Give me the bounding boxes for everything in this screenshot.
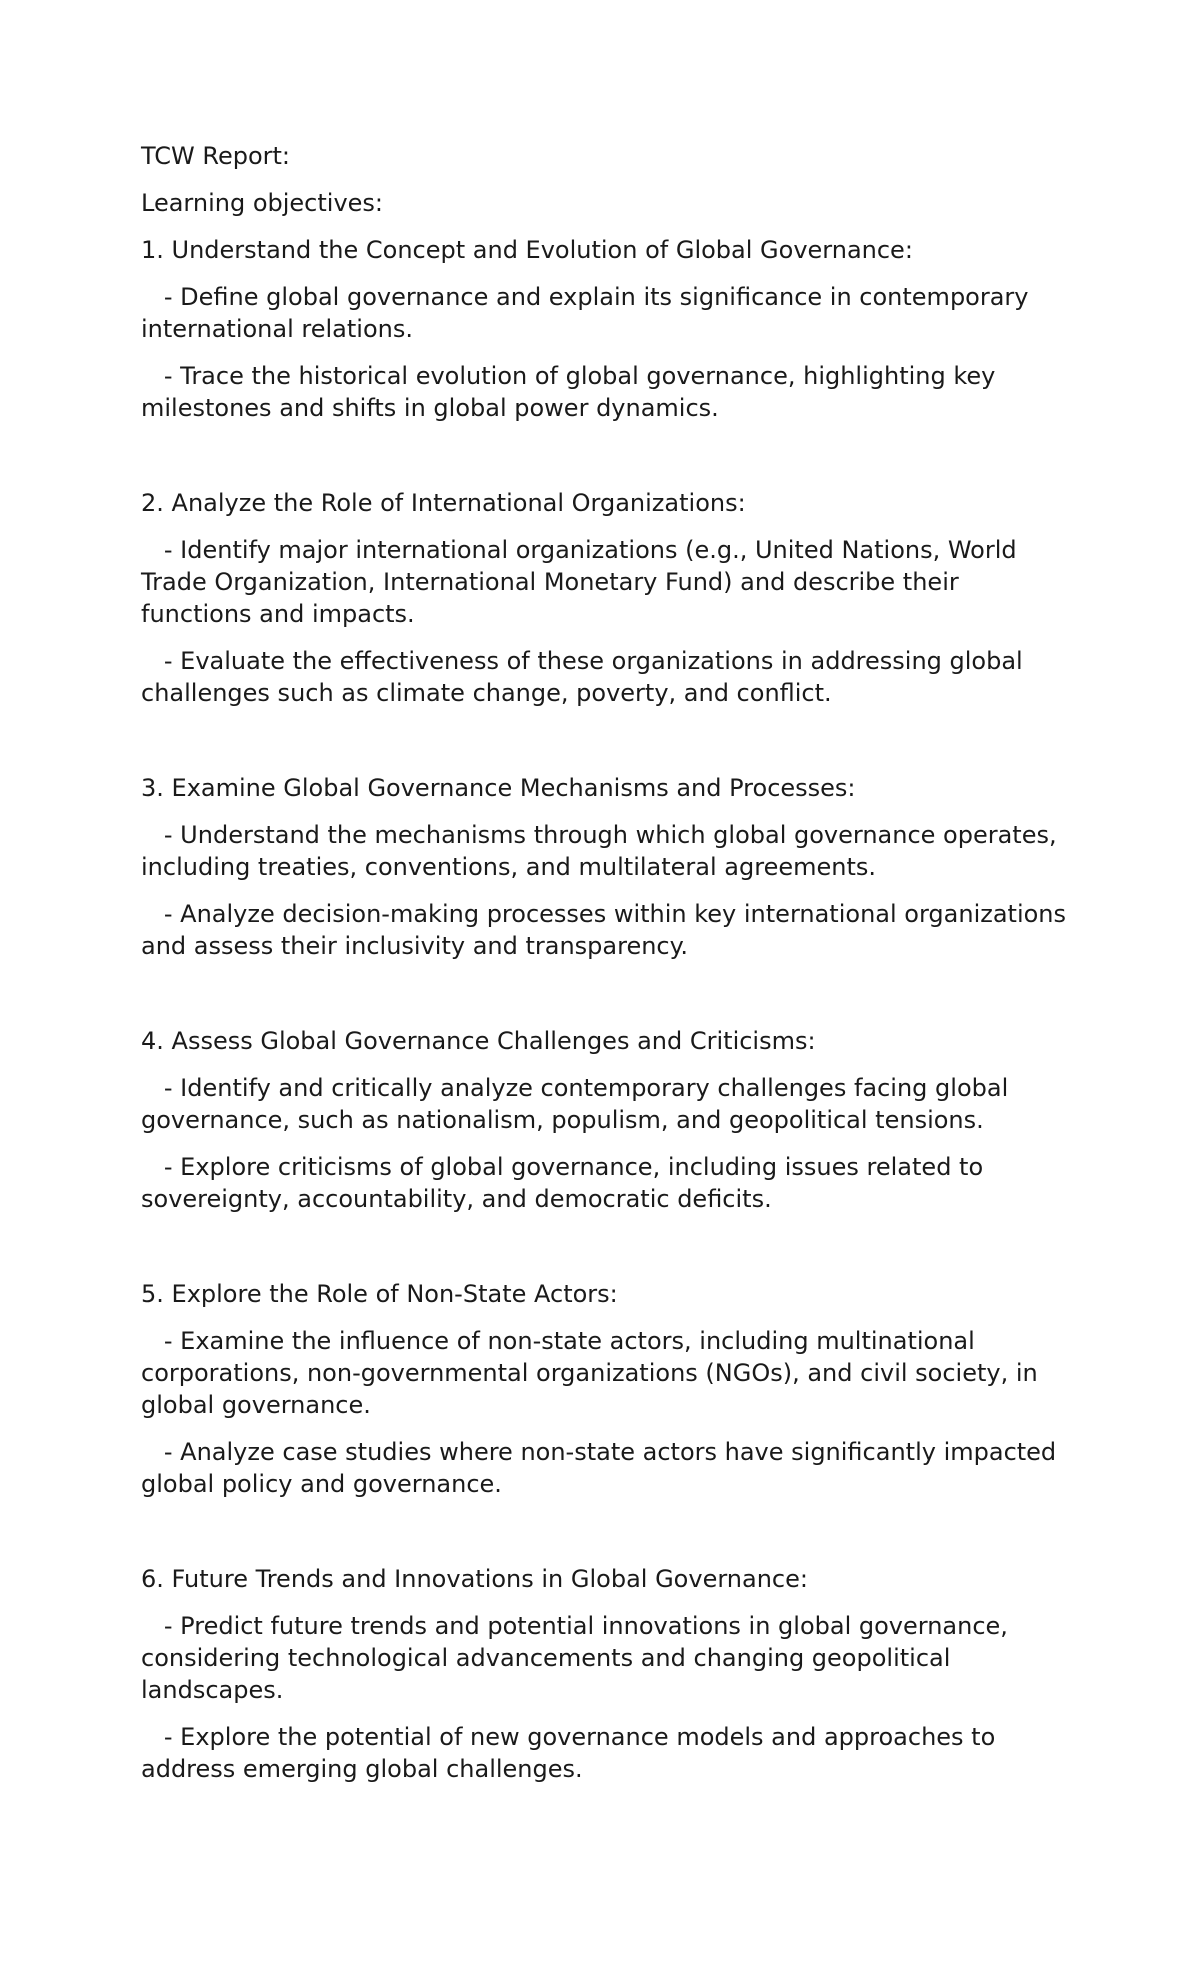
- section-heading: 2. Analyze the Role of International Organizations:: [141, 489, 746, 517]
- section-1: [141, 234, 1076, 424]
- section-bullet-text: - Explore criticisms of global governance, including issues related to sovereignty, accountability, and democratic deficits.: [141, 1153, 984, 1213]
- section-bullet: [141, 1610, 1076, 1706]
- section-bullet: [141, 281, 1076, 345]
- section-bullet: [141, 1325, 1076, 1421]
- section-heading: 4. Assess Global Governance Challenges and Criticisms:: [141, 1027, 816, 1055]
- section-bullet-text: - Understand the mechanisms through which global governance operates, including treaties, conventions, and multilateral agreements.: [141, 821, 1057, 881]
- section-bullet-text: - Examine the influence of non-state actors, including multinational corporations, non-governmental organizations (NGOs), and civil society, in global governance.: [141, 1327, 1038, 1419]
- section-bullet: [141, 645, 1076, 709]
- section-bullet-text: - Identify and critically analyze contemporary challenges facing global governance, such as nationalism, populism, and geopolitical tensions.: [141, 1074, 1009, 1134]
- document-title: TCW Report:: [141, 142, 291, 170]
- section-heading: 5. Explore the Role of Non-State Actors:: [141, 1280, 618, 1308]
- document-body: [141, 140, 1076, 1800]
- section-heading: 6. Future Trends and Innovations in Global Governance:: [141, 1565, 808, 1593]
- section-6: [141, 1563, 1076, 1785]
- section-bullet: [141, 534, 1076, 630]
- section-5: [141, 1278, 1076, 1500]
- section-bullet-text: - Analyze decision-making processes within key international organizations and assess their inclusivity and transparency.: [141, 900, 1067, 960]
- section-bullet-text: - Trace the historical evolution of global governance, highlighting key milestones and shifts in global power dynamics.: [141, 362, 996, 422]
- section-bullet: [141, 1151, 1076, 1215]
- section-heading: 1. Understand the Concept and Evolution of Global Governance:: [141, 236, 913, 264]
- document-subtitle: Learning objectives:: [141, 189, 384, 217]
- section-3: [141, 772, 1076, 962]
- section-bullet: [141, 898, 1076, 962]
- section-bullet-text: - Explore the potential of new governance models and approaches to address emerging global challenges.: [141, 1723, 996, 1783]
- section-2: [141, 487, 1076, 709]
- section-spacer: [141, 439, 1076, 487]
- section-spacer: [141, 724, 1076, 772]
- section-spacer: [141, 977, 1076, 1025]
- section-bullet-text: - Define global governance and explain its significance in contemporary international relations.: [141, 283, 1029, 343]
- section-bullet-text: - Predict future trends and potential innovations in global governance, considering technological advancements and changing geopolitical landscapes.: [141, 1612, 1008, 1704]
- section-spacer: [141, 1515, 1076, 1563]
- section-bullet: [141, 1436, 1076, 1500]
- section-bullet-text: - Analyze case studies where non-state actors have significantly impacted global policy and governance.: [141, 1438, 1057, 1498]
- section-4: [141, 1025, 1076, 1215]
- section-bullet: [141, 1072, 1076, 1136]
- section-bullet: [141, 360, 1076, 424]
- section-bullet: [141, 819, 1076, 883]
- section-bullet: [141, 1721, 1076, 1785]
- section-bullet-text: - Identify major international organizations (e.g., United Nations, World Trade Organization, International Monetary Fund) and describe their functions and impacts.: [141, 536, 1017, 628]
- section-bullet-text: - Evaluate the effectiveness of these organizations in addressing global challenges such as climate change, poverty, and conflict.: [141, 647, 1023, 707]
- section-heading: 3. Examine Global Governance Mechanisms and Processes:: [141, 774, 856, 802]
- section-spacer: [141, 1230, 1076, 1278]
